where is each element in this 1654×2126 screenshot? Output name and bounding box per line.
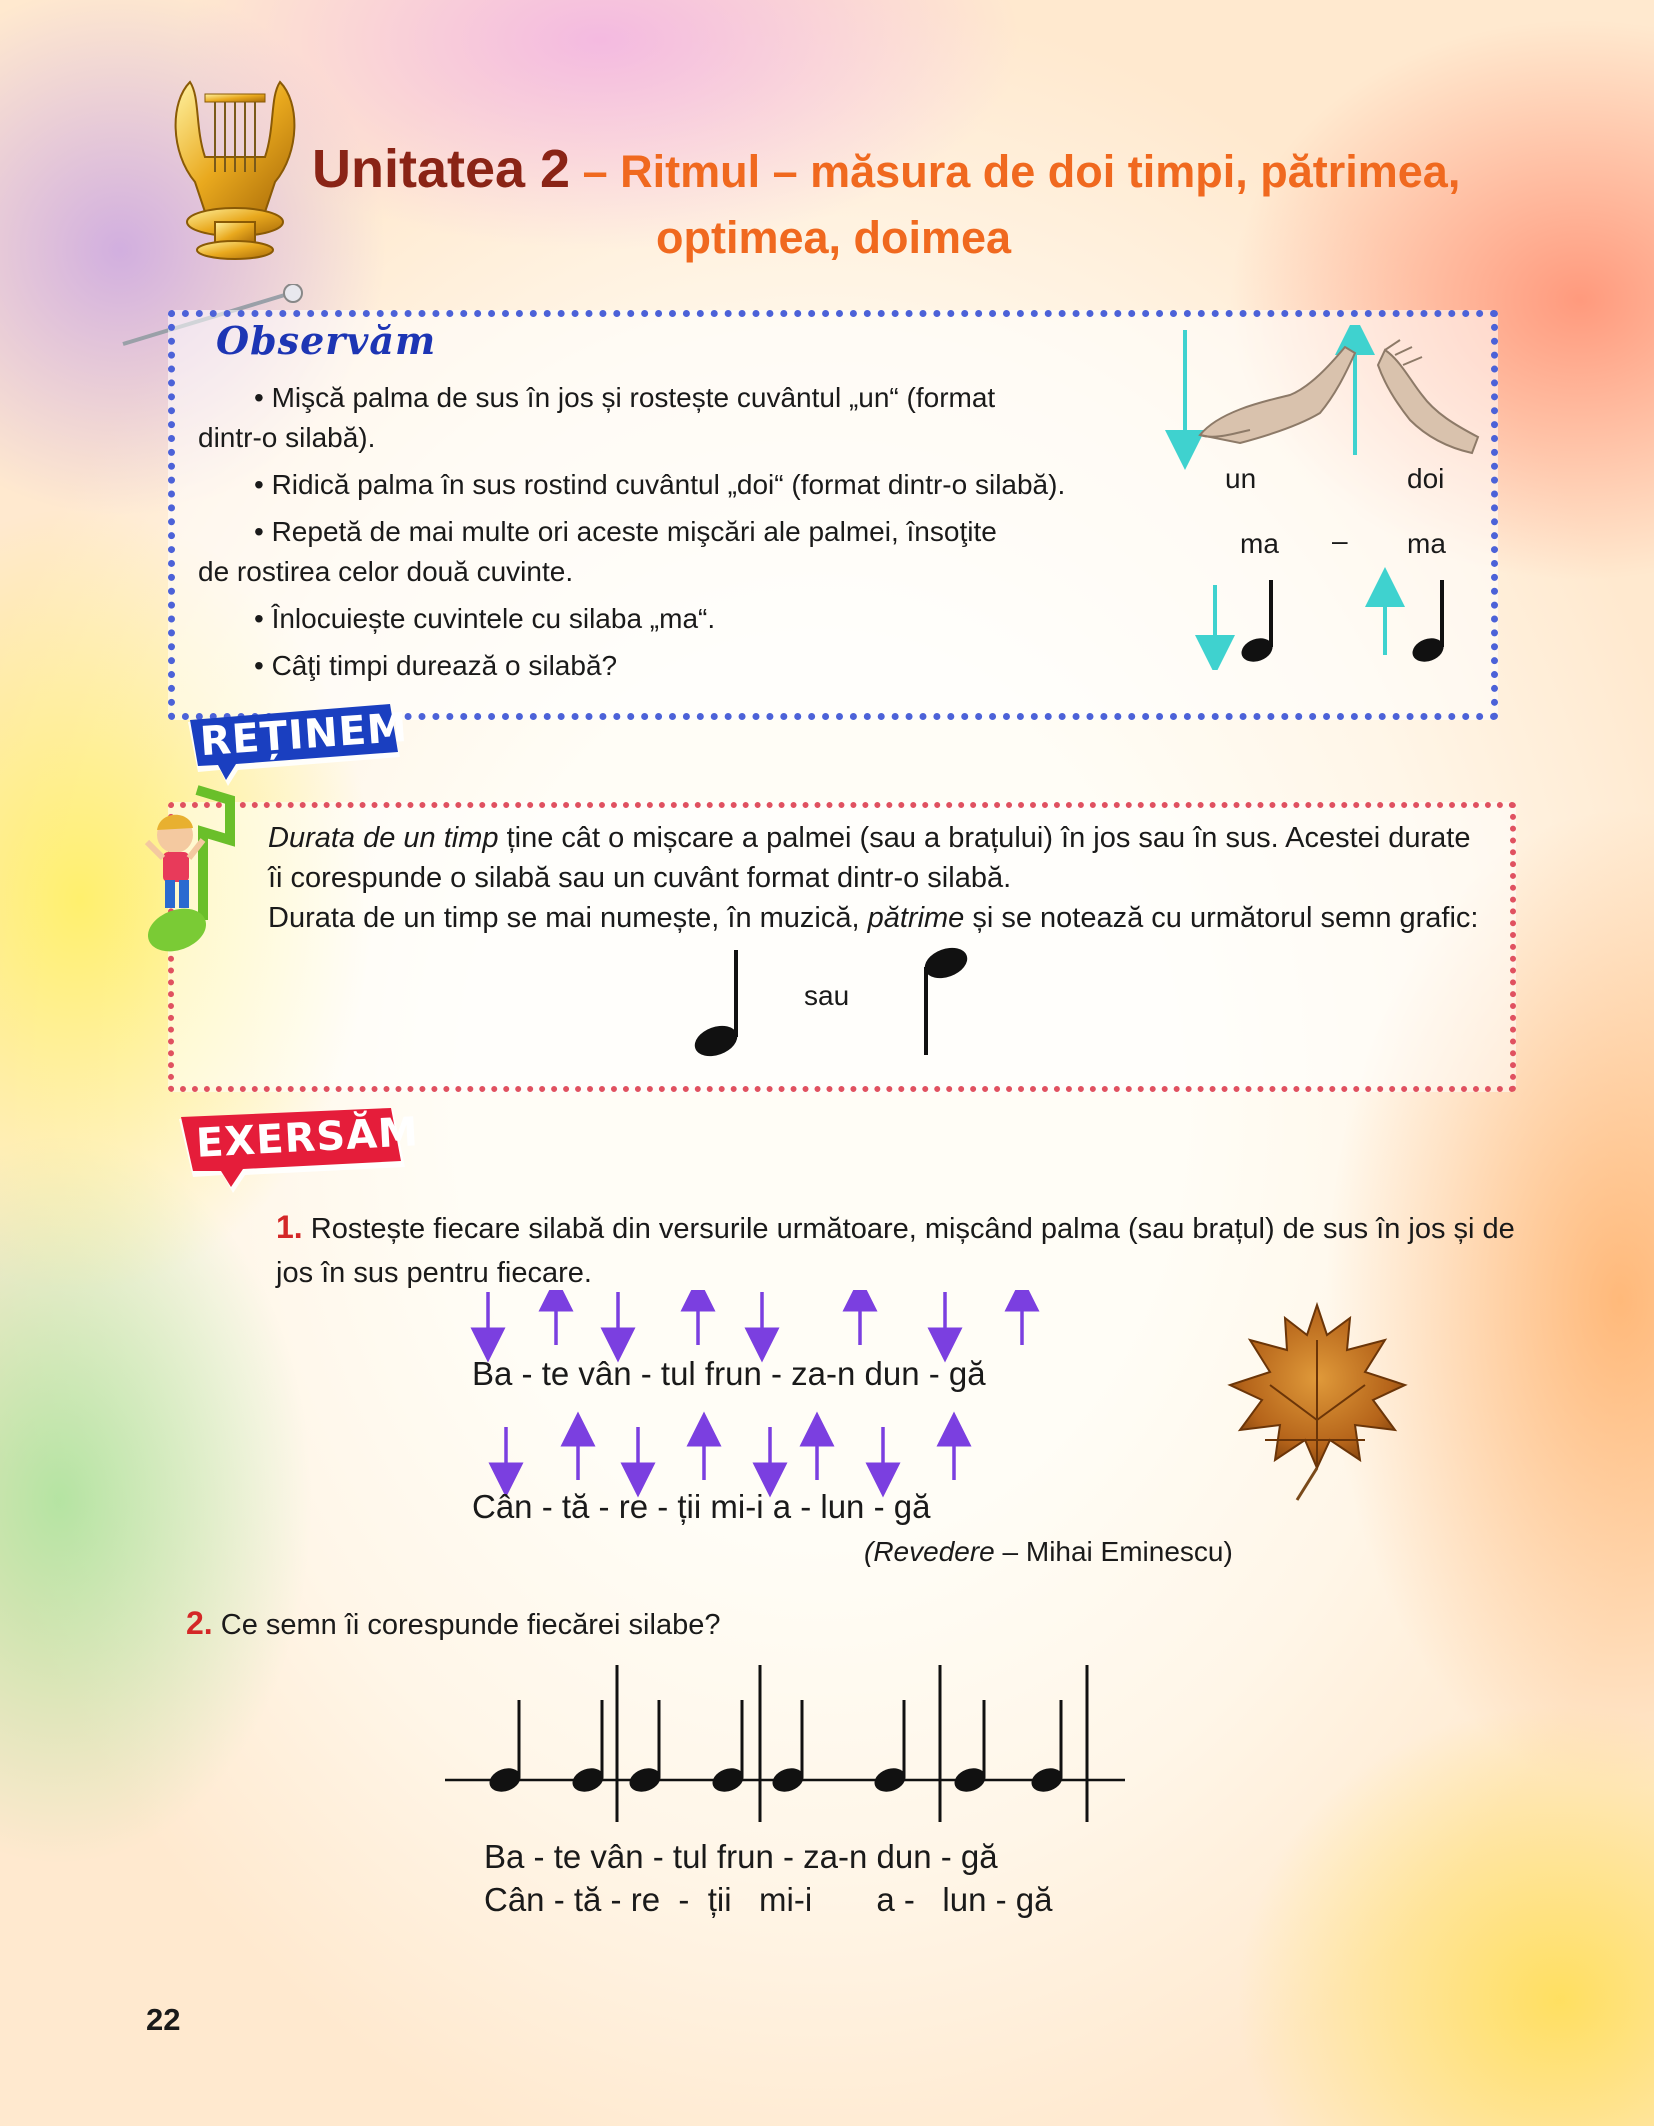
unit-subtitle-line2: optimea, doimea bbox=[656, 212, 1012, 263]
unit-title: Unitatea 2 bbox=[312, 139, 571, 199]
quarter-note-icon bbox=[1028, 1700, 1066, 1796]
retain-text bbox=[268, 818, 1508, 938]
autumn-leaf-icon bbox=[1225, 1300, 1410, 1505]
hand-motion-illustration bbox=[1160, 325, 1490, 670]
retain-line-3: Durata de un timp se mai numește, în muzică, pătrime și se notează cu următorul semn grafic: bbox=[268, 902, 1479, 934]
sau-label: sau bbox=[804, 980, 850, 1011]
observe-text bbox=[198, 378, 1198, 693]
page-number: 22 bbox=[146, 2002, 181, 2037]
page-title bbox=[312, 138, 1460, 200]
observe-title: Observăm bbox=[216, 318, 437, 363]
label-dash: – bbox=[1332, 525, 1348, 556]
quarter-note-stem-up-icon bbox=[690, 945, 750, 1057]
verse-line-2: Cân - tă - re - ții mi-i a - lun - gă bbox=[472, 1488, 931, 1525]
observe-bullet-3: • Repetă de mai multe ori aceste mişcări ale palmei, însoţite de rostirea celor două cuvinte. bbox=[198, 516, 997, 587]
quarter-note-icon bbox=[871, 1700, 909, 1796]
lyric-line-2: Cân - tă - re - ții mi-i a - lun - gă bbox=[484, 1881, 1053, 1918]
hand-palm-up-icon bbox=[1378, 340, 1478, 453]
exercise-1 bbox=[276, 1205, 1516, 1295]
hand-palm-down-icon bbox=[1200, 347, 1355, 443]
label-doi: doi bbox=[1407, 463, 1445, 494]
retain-line-1: Durata de un timp ține cât o mișcare a palmei (sau a brațului) în jos sau în sus. Acestei durate bbox=[268, 822, 1471, 854]
quarter-note-icon bbox=[1409, 580, 1447, 666]
quarter-note-icon bbox=[486, 1700, 524, 1796]
verse-line-1: Ba - te vân - tul frun - za-n dun - gă bbox=[472, 1355, 986, 1392]
observe-bullet-2: • Ridică palma în sus rostind cuvântul „doi“ (format dintr-o silabă). bbox=[254, 469, 1066, 500]
retinem-banner: REȚINEM bbox=[198, 704, 410, 766]
retain-line-2: îi corespunde o silabă sau un cuvânt format dintr-o silabă. bbox=[268, 862, 1012, 894]
citation: (Revedere – Mihai Eminescu) bbox=[864, 1536, 1233, 1567]
quarter-note-stem-down-icon bbox=[912, 945, 972, 1060]
lyre-icon bbox=[165, 72, 305, 262]
exercise-1-number: 1. bbox=[276, 1209, 303, 1245]
exercise-2 bbox=[186, 1605, 720, 1642]
lyric-line-1: Ba - te vân - tul frun - za-n dun - gă bbox=[484, 1838, 998, 1875]
observe-bullet-1: • Mişcă palma de sus în jos și rostește cuvântul „un“ (format dintr-o silabă). bbox=[198, 382, 996, 453]
label-ma-1: ma bbox=[1240, 528, 1279, 559]
quarter-note-icon bbox=[1238, 580, 1276, 666]
unit-subtitle: – Ritmul – măsura de doi timpi, pătrimea, bbox=[570, 146, 1461, 197]
syllable-arrows bbox=[470, 1290, 1060, 1515]
child-on-note-icon bbox=[135, 780, 235, 960]
quarter-note-icon bbox=[709, 1700, 747, 1796]
quarter-note-icon bbox=[951, 1700, 989, 1796]
quarter-note-icon bbox=[769, 1700, 807, 1796]
observe-bullet-5: • Câţi timpi durează o silabă? bbox=[254, 650, 618, 681]
exersam-banner: EXERSĂM bbox=[194, 1109, 420, 1167]
label-un: un bbox=[1225, 463, 1257, 494]
exercise-1-text: Rostește fiecare silabă din versurile următoare, mișcând palma (sau brațul) de sus în jos și de jos în sus pentru fiecare. bbox=[276, 1213, 1515, 1289]
quarter-note-icon bbox=[569, 1700, 607, 1796]
label-ma-2: ma bbox=[1407, 528, 1446, 559]
exercise-2-text: Ce semn îi corespunde fiecărei silabe? bbox=[212, 1609, 721, 1641]
rhythm-staff bbox=[440, 1660, 1130, 1835]
observe-bullet-4: • Înlocuiește cuvintele cu silaba „ma“. bbox=[254, 603, 716, 634]
exercise-2-number: 2. bbox=[186, 1605, 213, 1641]
quarter-note-icon bbox=[626, 1700, 664, 1796]
